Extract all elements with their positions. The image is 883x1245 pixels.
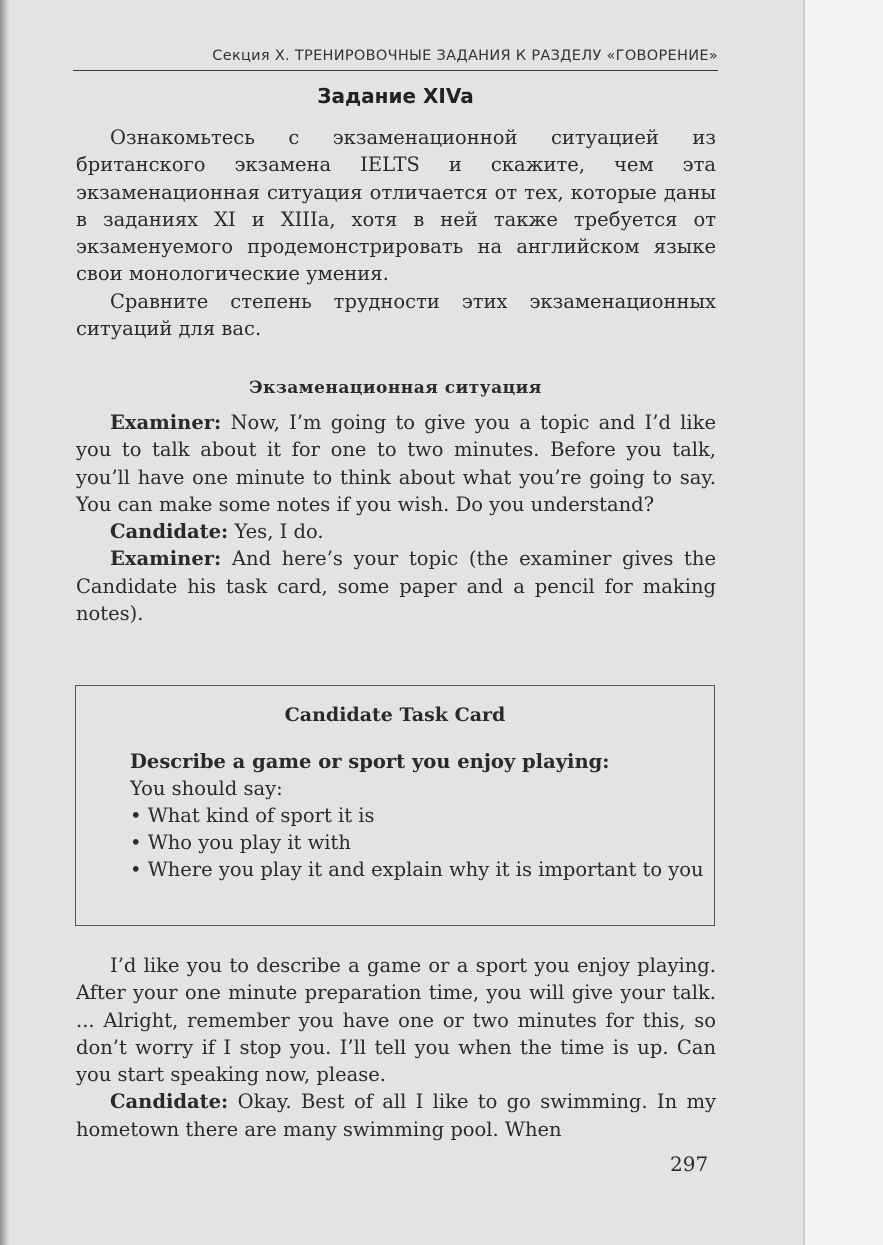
- dialogue-turn: [76, 409, 716, 518]
- turn-text: Okay. Best of all I like to go swimming. In my hometown there are many swimming pool. When: [76, 1090, 716, 1141]
- scan-binding-shadow: [0, 0, 10, 1245]
- speaker-label: Candidate:: [110, 520, 229, 544]
- situation-heading: Экзаменационная ситуация: [249, 378, 542, 398]
- task-card-bullet: • Where you play it and explain why it is important to you: [130, 858, 704, 881]
- turn-text: Now, I’m going to give you a topic and I’d like you to talk about it for one to two minutes. Before you talk, you’ll have one minute to think about what you’re going to say. You can make some notes if you wish. Do you understand?: [76, 411, 716, 516]
- task-card-bullet: • Who you play it with: [130, 831, 351, 854]
- turn-text: And here’s your topic (the examiner gives the Candidate his task card, some paper and a pencil for making notes).: [76, 547, 716, 626]
- dialogue-turn: [76, 1088, 716, 1143]
- intro-text: [76, 124, 716, 342]
- speaker-label: Examiner:: [110, 411, 222, 434]
- intro-paragraph: Сравните степень трудности этих экзаменационных ситуаций для вас.: [76, 289, 716, 341]
- task-card-body: [96, 748, 706, 883]
- speaker-label: Examiner:: [110, 547, 222, 571]
- task-card-bullet: • What kind of sport it is: [130, 804, 375, 827]
- task-card-title: Candidate Task Card: [284, 704, 506, 726]
- intro-paragraph: Ознакомьтесь с экзаменационной ситуацией из британского экзамена IELTS и скажите, чем эта экзаменационная ситуация отличается от тех, которые даны в заданиях XI и XIIIa, хотя в ней также требуется от экзаменуемого продемонстрировать на английском языке свои монологические умения.: [76, 126, 716, 286]
- page-number: 297: [670, 1152, 709, 1176]
- task-card: [75, 685, 715, 926]
- running-head: Секция X. ТРЕНИРОВОЧНЫЕ ЗАДАНИЯ К РАЗДЕЛУ «ГОВОРЕНИЕ»: [212, 48, 718, 64]
- task-card-lead: You should say:: [130, 777, 283, 800]
- dialogue: [76, 409, 716, 627]
- task-title: Задание XIVa: [317, 84, 474, 108]
- continuation-text: [76, 952, 716, 1143]
- speaker-label: Candidate:: [110, 1090, 229, 1114]
- task-card-prompt: Describe a game or sport you enjoy playing:: [130, 750, 610, 773]
- dialogue-turn: [76, 545, 716, 627]
- dialogue-turn: [76, 518, 716, 545]
- examiner-instructions: I’d like you to describe a game or a sport you enjoy playing. After your one minute preparation time, you will give your talk. ... Alright, remember you have one or two minutes for this, so don’t worry if I stop you. I’ll tell you when the time is up. Can you start speaking now, please.: [76, 954, 716, 1087]
- turn-text: Yes, I do.: [228, 520, 324, 544]
- header-divider: [73, 70, 718, 71]
